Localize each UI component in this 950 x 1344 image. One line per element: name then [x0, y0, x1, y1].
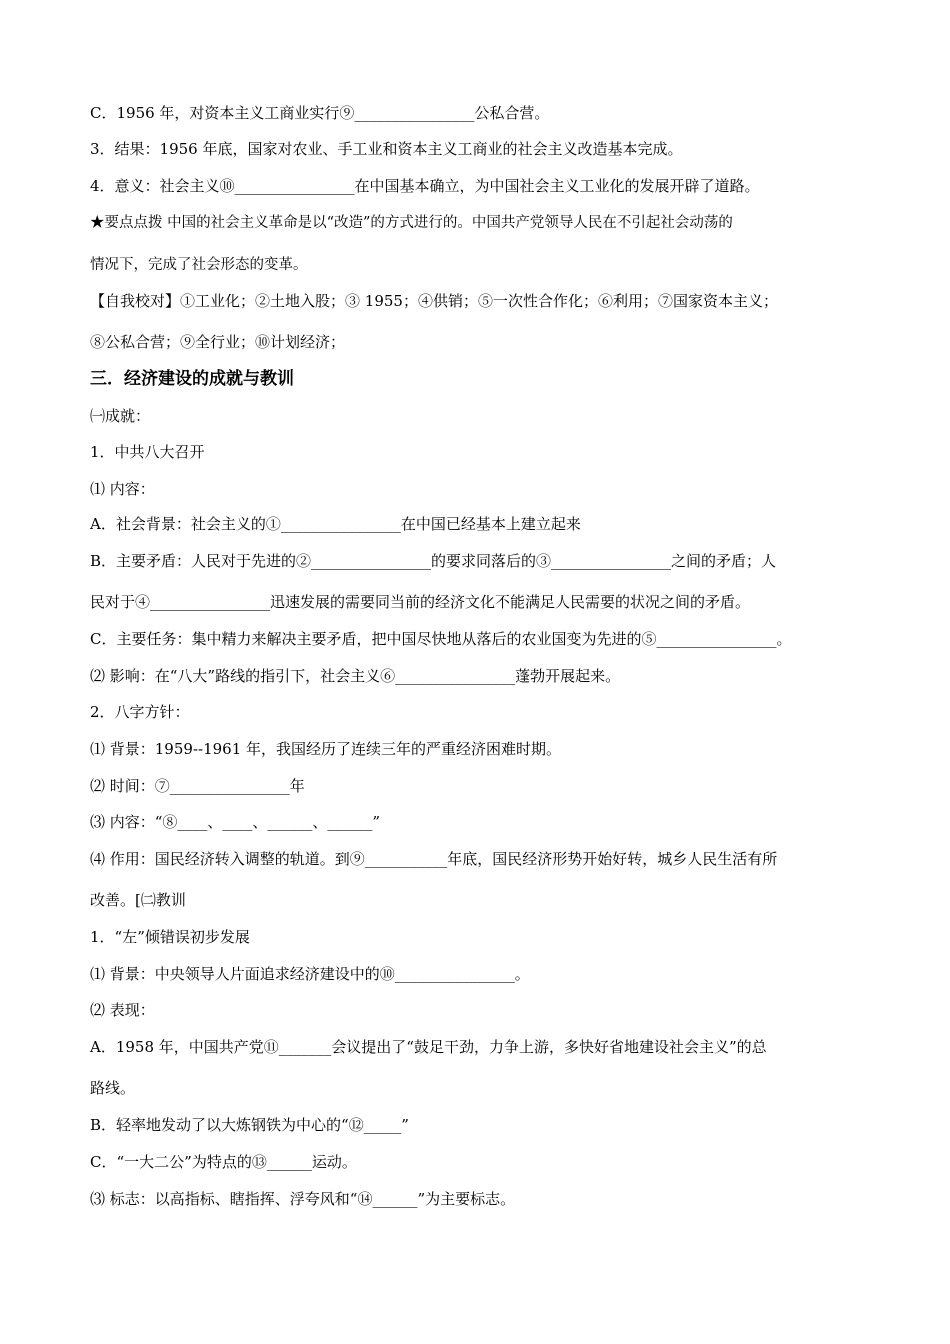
text-line: ⑵ 时间：⑦________________年 — [90, 777, 305, 795]
text-line: ⑴ 内容： — [90, 480, 155, 498]
text-line: 3．结果：1956 年底，国家对农业、手工业和资本主义工商业的社会主义改造基本完成。 — [90, 140, 683, 158]
text-line: 改善。[㈡教训 — [90, 891, 186, 909]
text-line: A．1958 年，中国共产党⑪_______会议提出了“鼓足干劲，力争上游，多快好省地建设社会主义”的总 — [90, 1038, 767, 1056]
text-line: ⑶ 标志：以高指标、瞎指挥、浮夸风和“⑭______”为主要标志。 — [90, 1190, 516, 1208]
text-line: ⑴ 背景：中央领导人片面追求经济建设中的⑩________________。 — [90, 965, 530, 983]
text-line: 4．意义：社会主义⑩________________在中国基本确立，为中国社会主义工业化的发展开辟了道路。 — [90, 177, 760, 195]
text-line: 2．八字方针： — [90, 703, 190, 721]
text-line: A．社会背景：社会主义的①________________在中国已经基本上建立起来 — [90, 515, 581, 533]
text-line: B．主要矛盾：人民对于先进的②________________的要求同落后的③________________之间的矛盾；人 — [90, 552, 777, 570]
text-line: C．“一大二公”为特点的⑬______运动。 — [90, 1153, 357, 1171]
text-line: C．1956 年，对资本主义工商业实行⑨________________公私合营。 — [90, 104, 550, 122]
text-line: C．主要任务：集中精力来解决主要矛盾，把中国尽快地从落后的农业国变为先进的⑤________________。 — [90, 630, 792, 648]
text-line: 1．“左”倾错误初步发展 — [90, 928, 250, 946]
text-line: ⑵ 影响：在“八大”路线的指引下，社会主义⑥________________蓬勃开展起来。 — [90, 667, 621, 685]
section-heading: 三．经济建设的成就与教训 — [90, 369, 294, 389]
text-line: B．轻率地发动了以大炼钢铁为中心的“⑫_____” — [90, 1116, 409, 1134]
text-line: ⑷ 作用：国民经济转入调整的轨道。到⑨___________年底，国民经济形势开始好转，城乡人民生活有所 — [90, 850, 778, 868]
text-line: ⑶ 内容：“⑧____、____、______、______” — [90, 813, 381, 831]
key-point-tip: ★要点点拨 中国的社会主义革命是以“改造”的方式进行的。中国共产党领导人民在不引起社会动荡的 — [90, 215, 733, 231]
key-point-tip-cont: 情况下，完成了社会形态的变革。 — [90, 257, 308, 273]
text-line: ⑵ 表现： — [90, 1001, 155, 1019]
text-line: ㈠成就： — [90, 407, 151, 425]
text-line: 民对于④________________迅速发展的需要同当前的经济文化不能满足人民需要的状况之间的矛盾。 — [90, 593, 751, 611]
self-check-answers-cont: ⑧公私合营；⑨全行业；⑩计划经济； — [90, 333, 346, 351]
self-check-answers: 【自我校对】①工业化；②土地入股；③ 1955；④供销；⑤一次性合作化；⑥利用；⑦国家资本主义； — [90, 292, 778, 310]
text-line: ⑴ 背景：1959--1961 年，我国经历了连续三年的严重经济困难时期。 — [90, 740, 562, 758]
text-line: 1．中共八大召开 — [90, 443, 205, 461]
text-line: 路线。 — [90, 1079, 136, 1097]
